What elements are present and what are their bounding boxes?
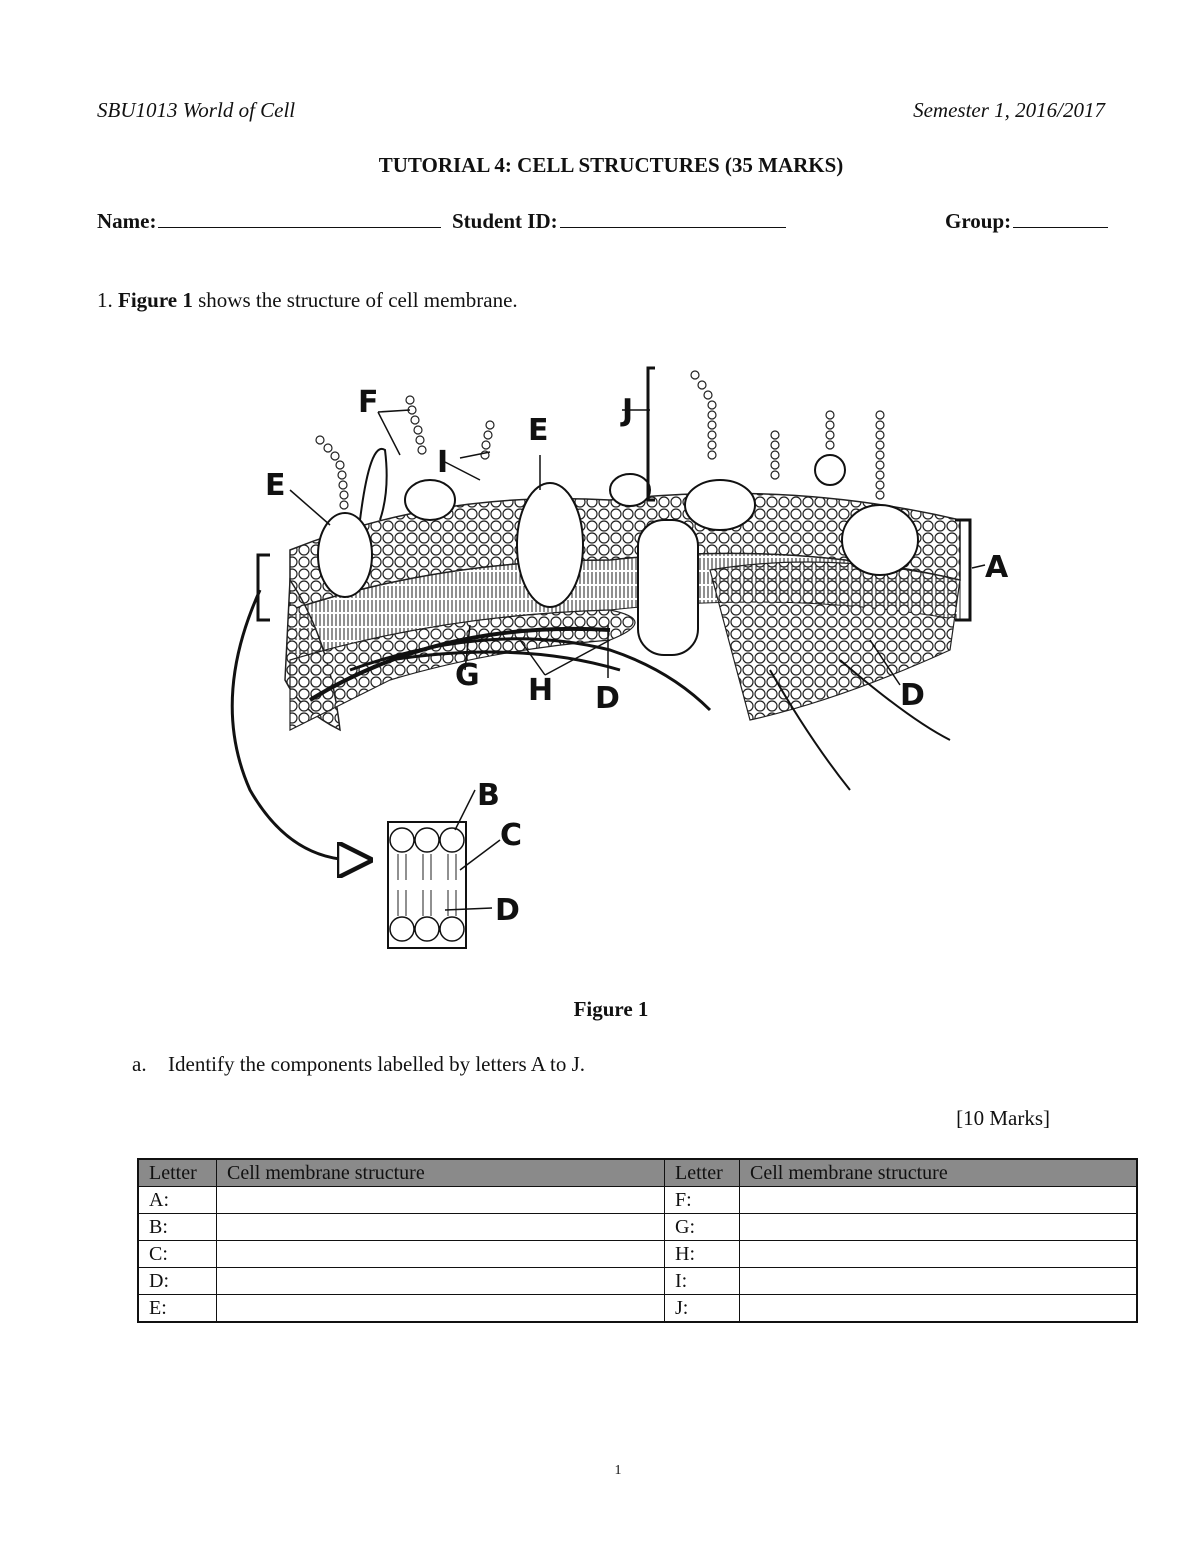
answer-cell[interactable] [740, 1268, 1138, 1295]
header-structure-right: Cell membrane structure [740, 1159, 1138, 1187]
table-row [138, 1187, 1137, 1214]
label-d-inset: D [495, 893, 520, 928]
table-row [138, 1214, 1137, 1241]
group-label: Group: [945, 209, 1012, 233]
name-field[interactable] [97, 207, 441, 234]
student-id-field[interactable] [452, 207, 786, 234]
protein-peripheral-1 [405, 480, 455, 520]
row-letter-left: A: [138, 1187, 217, 1214]
answer-cell[interactable] [740, 1241, 1138, 1268]
question-1 [97, 288, 518, 313]
label-b: B [477, 778, 500, 813]
cell-membrane-figure [190, 340, 1020, 970]
row-letter-left: C: [138, 1241, 217, 1268]
label-e-left: E [265, 468, 286, 503]
answer-cell[interactable] [217, 1295, 665, 1323]
answer-cell[interactable] [740, 1214, 1138, 1241]
bracket-j [648, 368, 655, 500]
carbohydrate-chains [316, 371, 884, 509]
row-letter-right: I: [665, 1268, 740, 1295]
protein-left [318, 513, 372, 597]
answer-cell[interactable] [740, 1295, 1138, 1323]
student-id-label: Student ID: [452, 209, 558, 233]
protein-center [517, 483, 583, 607]
course-title: SBU1013 World of Cell [97, 98, 296, 122]
subquestion-a [132, 1052, 585, 1077]
row-letter-left: E: [138, 1295, 217, 1323]
row-letter-left: D: [138, 1268, 217, 1295]
page-title: TUTORIAL 4: CELL STRUCTURES (35 MARKS) [378, 153, 844, 177]
protein-peripheral-2 [610, 474, 650, 506]
row-letter-right: G: [665, 1214, 740, 1241]
label-e-center: E [528, 413, 549, 448]
row-letter-left: B: [138, 1214, 217, 1241]
table-row [138, 1295, 1137, 1323]
label-a: A [985, 550, 1009, 585]
bilayer-inset [388, 822, 466, 948]
label-d-right: D [900, 678, 925, 713]
table-row [138, 1241, 1137, 1268]
group-blank[interactable] [1013, 207, 1108, 228]
answer-cell[interactable] [217, 1241, 665, 1268]
semester-label: Semester 1, 2016/2017 [913, 98, 1105, 122]
protein-channel [638, 520, 698, 655]
subquestion-text: Identify the components labelled by letters A to J. [168, 1052, 585, 1076]
header-letter-right: Letter [665, 1159, 740, 1187]
label-g: G [455, 658, 480, 693]
row-letter-right: H: [665, 1241, 740, 1268]
name-label: Name: [97, 209, 157, 233]
page-number: 1 [614, 1463, 622, 1478]
table-row [138, 1268, 1137, 1295]
question-text: shows the structure of cell membrane. [192, 288, 518, 312]
label-j: J [622, 393, 634, 428]
loop-chain [815, 455, 845, 485]
protein-top-right [685, 480, 755, 530]
label-i: I [437, 445, 449, 480]
name-blank[interactable] [158, 207, 441, 228]
header-letter-left: Letter [138, 1159, 217, 1187]
row-letter-right: F: [665, 1187, 740, 1214]
cell-membrane-diagram [190, 340, 1020, 970]
answer-cell[interactable] [740, 1187, 1138, 1214]
header-structure-left: Cell membrane structure [217, 1159, 665, 1187]
bracket-zoom [258, 555, 270, 620]
answer-cell[interactable] [217, 1268, 665, 1295]
label-d-center: D [595, 681, 620, 716]
group-field[interactable] [945, 207, 1108, 234]
label-h: H [528, 673, 554, 708]
protein-right [842, 505, 918, 575]
answer-table [137, 1158, 1138, 1323]
protein-coil [360, 449, 387, 520]
figure-caption: Figure 1 [573, 997, 649, 1021]
label-c: C [500, 818, 523, 853]
student-info-fields [97, 207, 1115, 237]
question-number: 1. [97, 288, 113, 312]
row-letter-right: J: [665, 1295, 740, 1323]
table-header-row [138, 1159, 1137, 1187]
student-id-blank[interactable] [560, 207, 786, 228]
answer-cell[interactable] [217, 1187, 665, 1214]
question-figure-ref: Figure 1 [118, 288, 193, 312]
subquestion-label: a. [132, 1052, 147, 1076]
label-f: F [358, 385, 379, 420]
marks-label: [10 Marks] [956, 1106, 1050, 1130]
answer-cell[interactable] [217, 1214, 665, 1241]
